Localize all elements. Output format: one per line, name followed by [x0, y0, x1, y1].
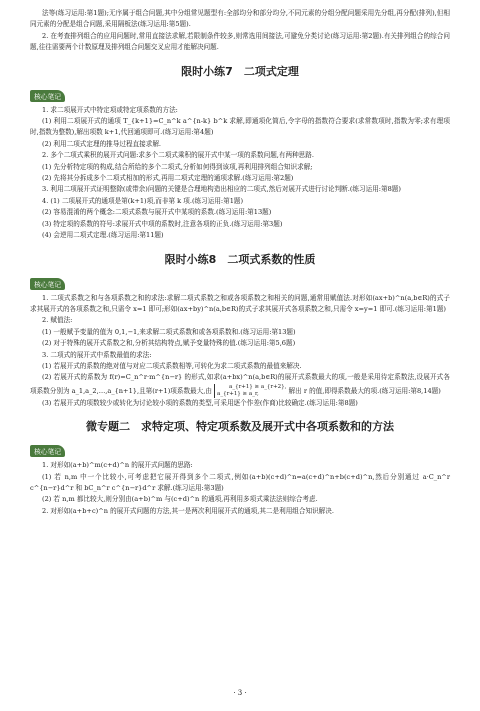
inequality-line: a_{r+1} ≥ a_r, [217, 390, 259, 397]
note-paragraph: (1) 利用二项展开式的通项 T_{k+1}=C_n^k a^{n-k} b^k 求解,即通项化简后,令字母的指数符合要求(求常数项时,指数为零;求有理项时,指数为整数),解出项数 k+1,代回通项即可.(练习运用:第4题) [30, 117, 450, 137]
note-paragraph: (1) 若展开式的系数的绝对值与对应二项式系数相等,可转化为求二项式系数的最值来解决. [42, 361, 302, 370]
note-paragraph: 1. 求二项展开式中特定项或特定项系数的方法: [42, 105, 178, 114]
note-paragraph: 3. 二项式的展开式中系数最值的求法: [42, 350, 152, 359]
note-paragraph: (4) 会逆用二项式定理.(练习运用:第11题) [42, 231, 164, 240]
page-number: · 3 · [233, 689, 247, 697]
inequality-line: a_{r+1} ≥ a_{r+2}, [229, 383, 287, 390]
note-paragraph [30, 372, 450, 397]
section-title: 限时小练8 二项式系数的性质 [164, 252, 316, 266]
note-paragraph: 2. 对形如(a+b+c)^n 的展开式问题的方法,其一是两次利用展开式的通项,其二是利用组合知识解决. [42, 506, 334, 515]
note-text: (2) 若展开式的系数为 f(r)=C_n^r·m^{n−r} 的形式,如求(a+bx)^n(a,b∈R)的展开式系数最大的项,一般是采用待定系数法,设展开式各项系数分别为 a_1,a_2,…,a_{n+1},且第(r+1)项系数最大,由 [30, 373, 450, 395]
core-notes-tag: 核心笔记 [30, 445, 65, 457]
note-paragraph: (1) 一般赋予变量的值为 0,1,−1,来求解二项式系数和或各项系数和.(练习运用:第13题) [42, 327, 296, 336]
note-paragraph: 4. (1) 二项展开式的通项是第(k+1)项,而非第 k 项.(练习运用:第1题) [42, 196, 244, 205]
note-paragraph: (2) 利用二项式定理的推导过程直接求解. [42, 139, 162, 148]
note-paragraph: (1) 先分析特定项的构成,结合所给的多个二项式,分析如何得到该项,再利用排列组合知识求解; [42, 162, 313, 171]
intro-paragraph: 2. 在考查排列组合的应用问题时,常用直接法求解,若限制条件较多,则常选用间接法,可避免分类讨论(练习运用:第2题).有关排列组合的综合问题,往往需要两个计数原理及排列组合问题交叉应用才能解决问题. [30, 31, 450, 52]
note-paragraph: (2) 对于特殊的展开式系数之和,分析其结构特点,赋予变量特殊的值.(练习运用:第5,6题) [42, 339, 296, 348]
note-paragraph: (2) 若 n,m 都比较大,则分别由(a+b)^m 与(c+d)^n 的通项,再利用多项式乘法法则综合考虑. [42, 495, 318, 504]
section-title: 限时小练7 二项式定理 [181, 64, 299, 78]
note-paragraph: (1) 若 n,m 中一个比较小,可考虑把它展开得到多个二项式,例如(a+b)(c+d)^n=a(c+d)^n+b(c+d)^n,然后分别通过 a·C_n^r c^{n−r}d^r 和 bC_n^r c^{n−r}d^r 求解.(练习运用:第3题) [30, 472, 450, 492]
note-paragraph: 1. 二项式系数之和与各项系数之和的求法:求解二项式系数之和或各项系数之和相关的问题,通常用赋值法.对形如(ax+b)^n(a,b∈R)的式子求其展开式的各项系数之和,只需令 x=1 即可;形如(ax+by)^n(a,b∈R)的式子求其展开式各项系数之和,只需令 x=y=1 即可.(练习运用:第1题) [30, 293, 450, 313]
note-paragraph: 2. 多个二项式乘积的展开式问题:求多个二项式乘积的展开式中某一项的系数问题,有两种思路. [42, 151, 314, 160]
intro-paragraph: 法等(练习运用:第1题);无序属于组合问题,其中分组常见题型有:全部均分和部分均分,不同元素的分组分配问题采用先分组,再分配(排列),但相同元素的分配是组合问题,采用隔板法(练习运用:第5题). [30, 9, 450, 29]
inequality-system [214, 384, 286, 398]
note-paragraph: 2. 赋值法: [42, 316, 73, 325]
core-notes-tag: 核心笔记 [30, 278, 65, 290]
core-notes-tag: 核心笔记 [30, 90, 65, 102]
note-paragraph: 3. 利用二项展开式证明整除(或带余)问题的关键是合理地构造出相应的二项式,然后对展开式进行讨论判断.(练习运用:第8题) [42, 185, 401, 194]
note-paragraph: 1. 对形如(a+b)^m(c+d)^n 的展开式问题的思路: [42, 461, 193, 470]
note-text: 解出 r 的值,即得系数最大的项.(练习运用:第8,14题) [288, 386, 441, 395]
section-title: 微专题二 求特定项、特定项系数及展开式中各项系数和的方法 [86, 420, 394, 434]
note-paragraph: (3) 特定项的系数的符号:求展开式中项的系数时,注意各项的正负.(练习运用:第3题) [42, 219, 283, 228]
note-paragraph: (3) 若展开式的项数较少或转化为讨论较小项的系数的类型,可采用逐个作差(作商)比较确定.(练习运用:第8题) [42, 398, 358, 407]
note-paragraph: (2) 先将其分拆成多个二项式相加的形式,再用二项式定理的通项求解.(练习运用:第2题) [42, 174, 294, 183]
note-paragraph: (2) 容易混淆的两个概念:二项式系数与展开式中某项的系数.(练习运用:第13题) [42, 208, 272, 217]
